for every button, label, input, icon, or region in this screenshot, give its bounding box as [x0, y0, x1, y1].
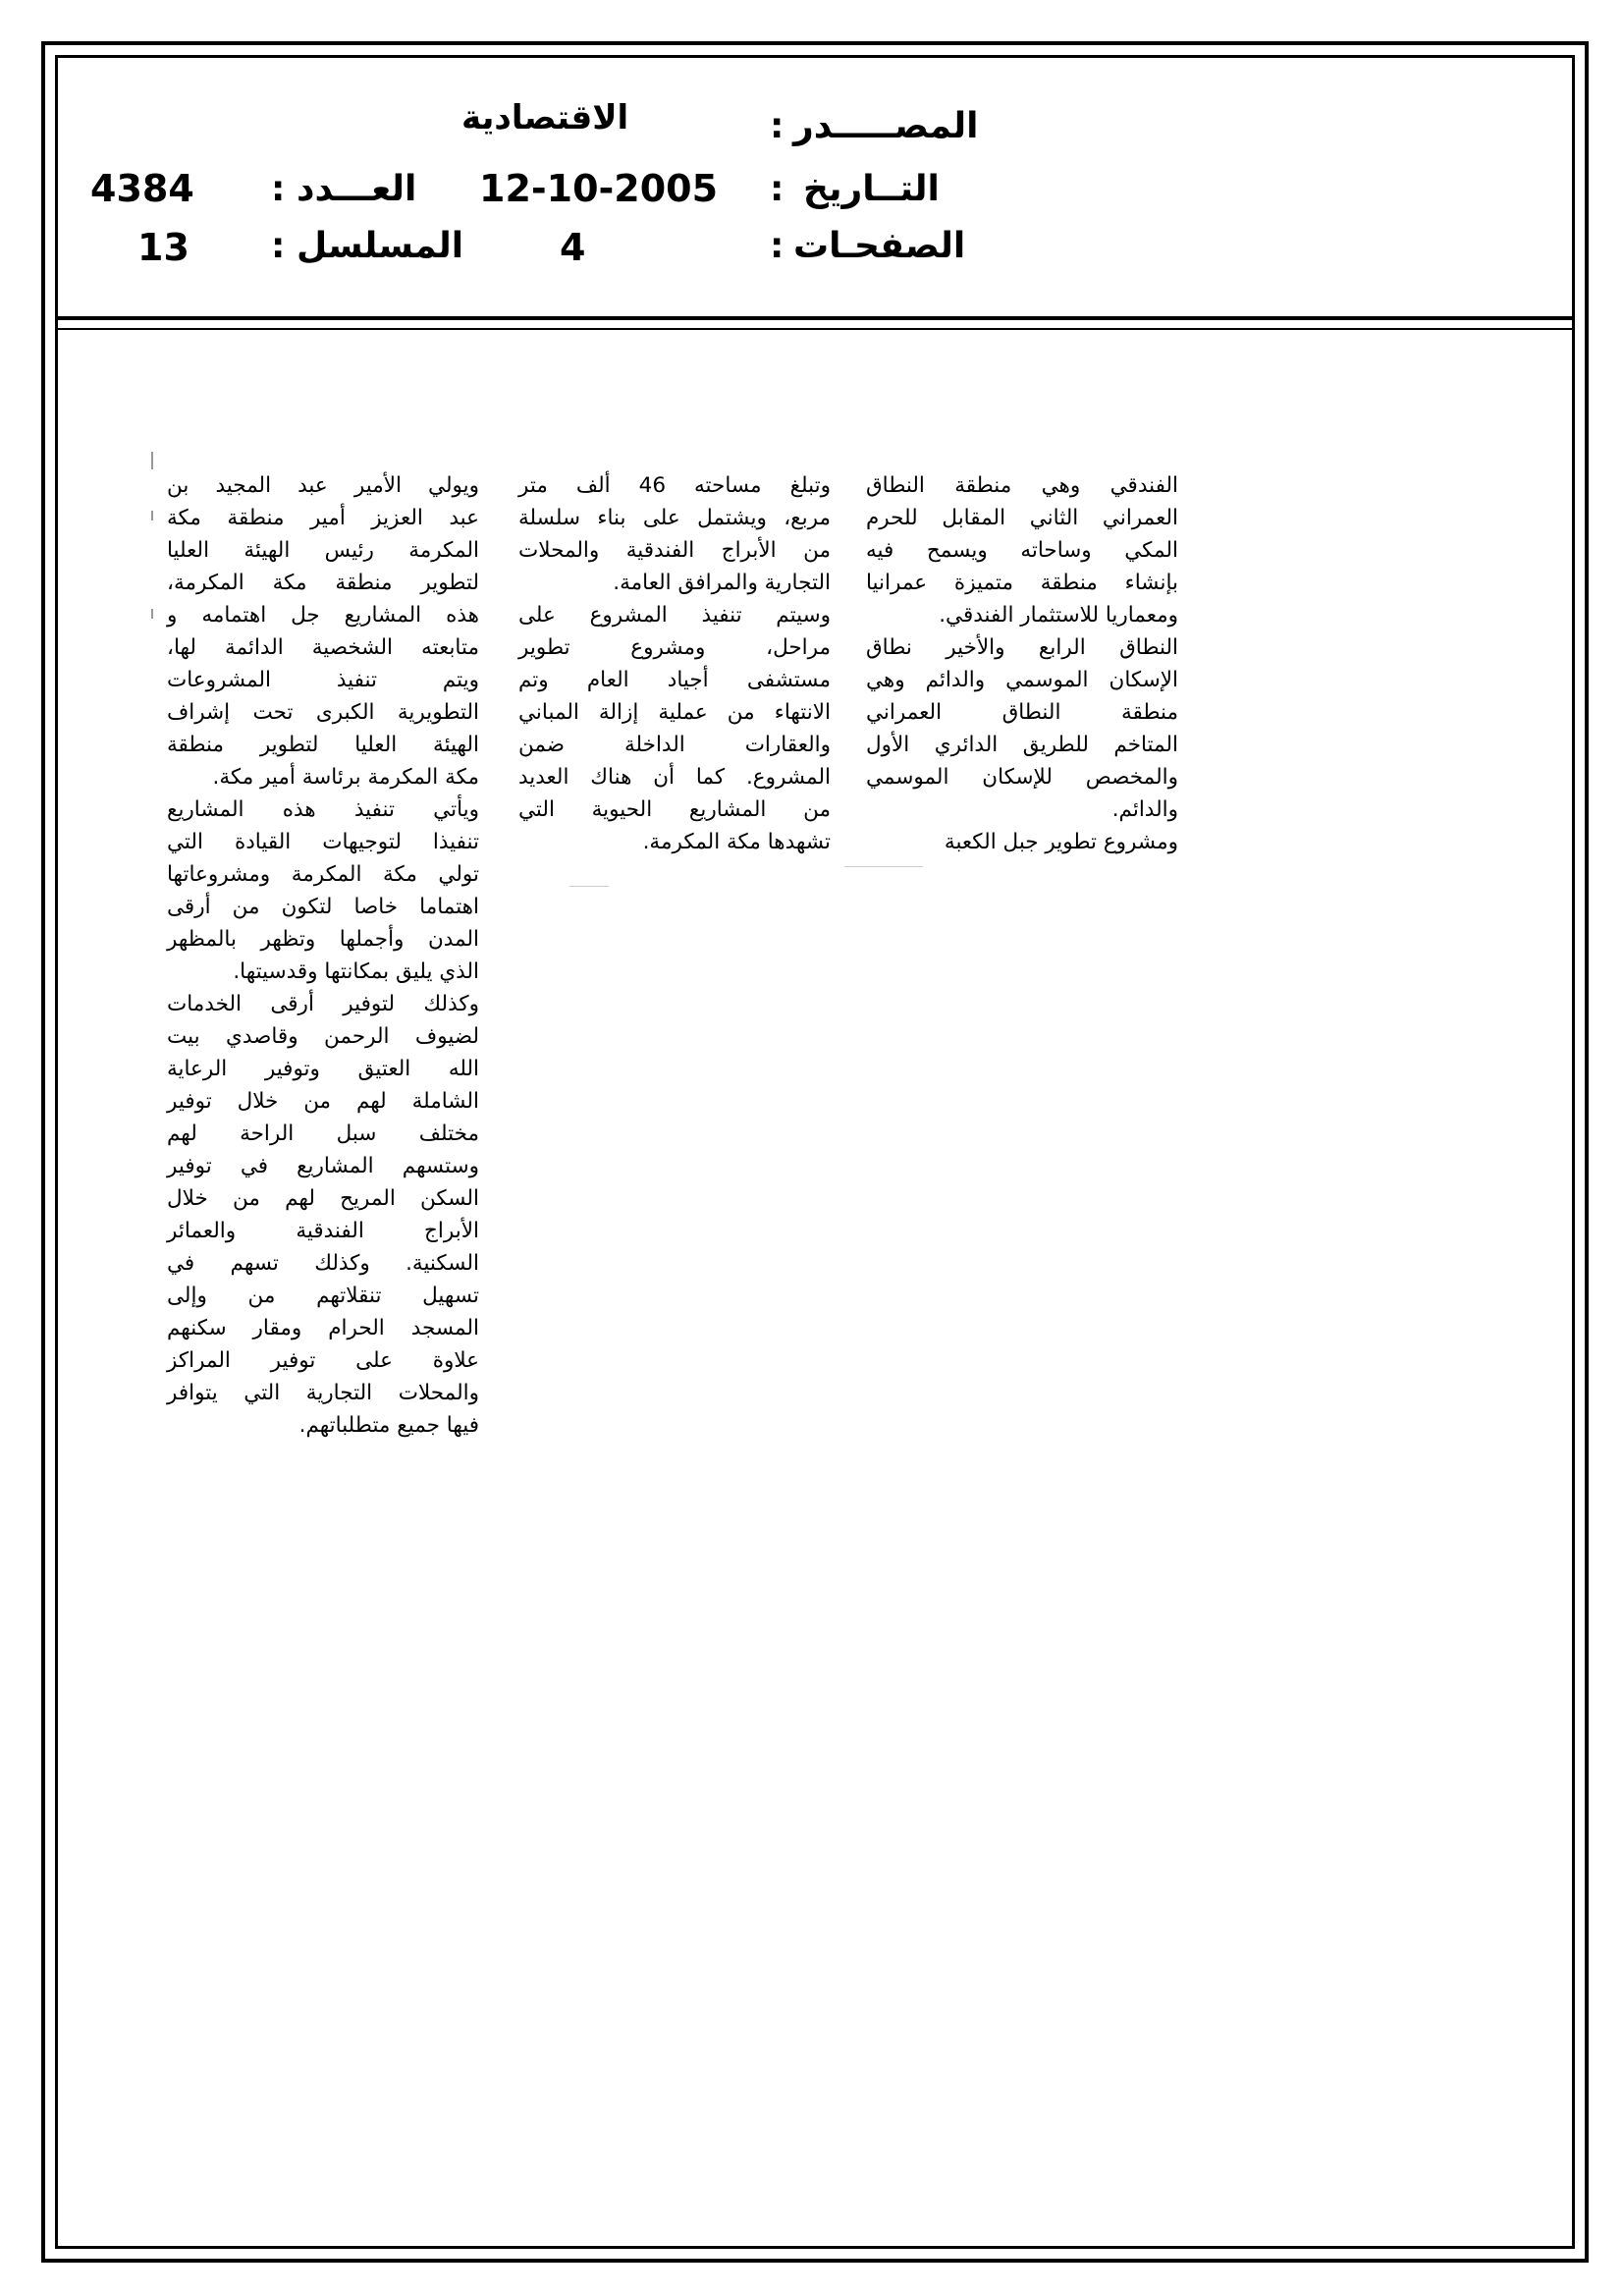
date-label: التــاريخ	[803, 169, 940, 209]
article-line: ويولي الأمير عبد المجيد بن	[167, 473, 479, 498]
article-line: الإسكان الموسمي والدائم وهي	[866, 668, 1178, 692]
article-line: الله العتيق وتوفير الرعاية	[167, 1057, 479, 1081]
article-line: المكرمة رئيس الهيئة العليا	[167, 538, 479, 563]
article-line: لضيوف الرحمن وقاصدي بيت	[167, 1024, 479, 1049]
article-line: السكنية. وكذلك تسهم في	[167, 1251, 479, 1276]
article-line: المشروع. كما أن هناك العديد	[518, 765, 831, 790]
header-divider-thin	[55, 328, 1575, 330]
scan-mark	[844, 866, 923, 867]
article-line: ويأتي تنفيذ هذه المشاريع	[167, 797, 479, 822]
article-line: وكذلك لتوفير أرقى الخدمات	[167, 992, 479, 1016]
scan-mark	[569, 886, 609, 887]
source-label: المصـــــدر	[793, 106, 979, 146]
article-line: الذي يليق بمكانتها وقدسيتها.	[233, 959, 479, 984]
serial-value: 13	[137, 226, 189, 269]
article-column-1	[866, 469, 1178, 858]
article-line: المدن وأجملها وتظهر بالمظهر	[167, 927, 479, 952]
article-line: تشهدها مكة المكرمة.	[642, 830, 831, 854]
article-line: فيها جميع متطلباتهم.	[298, 1413, 479, 1438]
source-colon: :	[770, 106, 784, 146]
article-line: الانتهاء من عملية إزالة المباني	[518, 700, 831, 725]
article-line: متابعته الشخصية الدائمة لها،	[167, 635, 479, 660]
article-line: لتطوير منطقة مكة المكرمة،	[167, 571, 479, 595]
article-line: مستشفى أجياد العام وتم	[518, 668, 831, 692]
serial-colon: :	[271, 226, 286, 266]
issue-value: 4384	[90, 167, 194, 210]
source-value: الاقتصادية	[461, 98, 629, 137]
date-colon: :	[770, 169, 784, 209]
pages-label: الصفحـات	[793, 226, 966, 266]
article-line: من الأبراج الفندقية والمحلات	[518, 538, 831, 563]
article-line: تسهيل تنقلاتهم من وإلى	[167, 1284, 479, 1308]
article-line: المكي وساحاته ويسمح فيه	[866, 538, 1178, 563]
article-line: الأبراج الفندقية والعمائر	[167, 1219, 479, 1243]
issue-label: العـــدد	[297, 169, 417, 209]
article-line: ومشروع تطوير جبل الكعبة	[944, 830, 1178, 854]
article-line: والدائم.	[1111, 797, 1178, 822]
scan-mark	[151, 609, 153, 619]
article-line: السكن المريح لهم من خلال	[167, 1186, 479, 1211]
scan-mark	[151, 511, 153, 520]
article-line: النطاق الرابع والأخير نطاق	[866, 635, 1178, 660]
article-line: المتاخم للطريق الدائري الأول	[866, 733, 1178, 757]
article-line: التجارية والمرافق العامة.	[613, 571, 831, 595]
article-line: منطقة النطاق العمراني	[866, 700, 1178, 725]
article-line: اهتماما خاصا لتكون من أرقى	[167, 895, 479, 919]
article-line: الهيئة العليا لتطوير منطقة	[167, 733, 479, 757]
article-line: عبد العزيز أمير منطقة مكة	[167, 506, 479, 530]
pages-value: 4	[560, 226, 586, 269]
article-line: العمراني الثاني المقابل للحرم	[866, 506, 1178, 530]
article-line: والمحلات التجارية التي يتوافر	[167, 1381, 479, 1405]
header-divider	[55, 316, 1575, 320]
article-line: والعقارات الداخلة ضمن	[518, 733, 831, 757]
article-column-2	[518, 469, 831, 858]
article-line: بإنشاء منطقة متميزة عمرانيا	[866, 571, 1178, 595]
article-line: مختلف سبل الراحة لهم	[167, 1121, 479, 1146]
article-line: المسجد الحرام ومقار سكنهم	[167, 1316, 479, 1340]
article-column-3	[167, 469, 479, 1442]
scan-mark	[151, 452, 153, 469]
article-line: الشاملة لهم من خلال توفير	[167, 1089, 479, 1114]
article-line: علاوة على توفير المراكز	[167, 1348, 479, 1373]
article-line: والمخصص للإسكان الموسمي	[866, 765, 1178, 790]
pages-colon: :	[770, 226, 784, 266]
issue-colon: :	[271, 169, 286, 209]
article-line: مربع، ويشتمل على بناء سلسلة	[518, 506, 831, 530]
article-line: ويتم تنفيذ المشروعات	[167, 668, 479, 692]
article-line: التطويرية الكبرى تحت إشراف	[167, 700, 479, 725]
article-line: وتبلغ مساحته 46 ألف متر	[518, 473, 831, 498]
article-line: مكة المكرمة برئاسة أمير مكة.	[212, 765, 479, 790]
article-line: مراحل، ومشروع تطوير	[518, 635, 831, 660]
article-line: الفندقي وهي منطقة النطاق	[866, 473, 1178, 498]
article-line: من المشاريع الحيوية التي	[518, 797, 831, 822]
article-line: هذه المشاريع جل اهتمامه و	[167, 603, 479, 628]
article-line: ومعماريا للاستثمار الفندقي.	[939, 603, 1178, 628]
serial-label: المسلسل	[297, 226, 464, 266]
article-line: وسيتم تنفيذ المشروع على	[518, 603, 831, 628]
article-line: تولي مكة المكرمة ومشروعاتها	[167, 862, 479, 887]
date-value: 12-10-2005	[479, 167, 719, 210]
article-line: تنفيذا لتوجيهات القيادة التي	[167, 830, 479, 854]
article-line: وستسهم المشاريع في توفير	[167, 1154, 479, 1178]
